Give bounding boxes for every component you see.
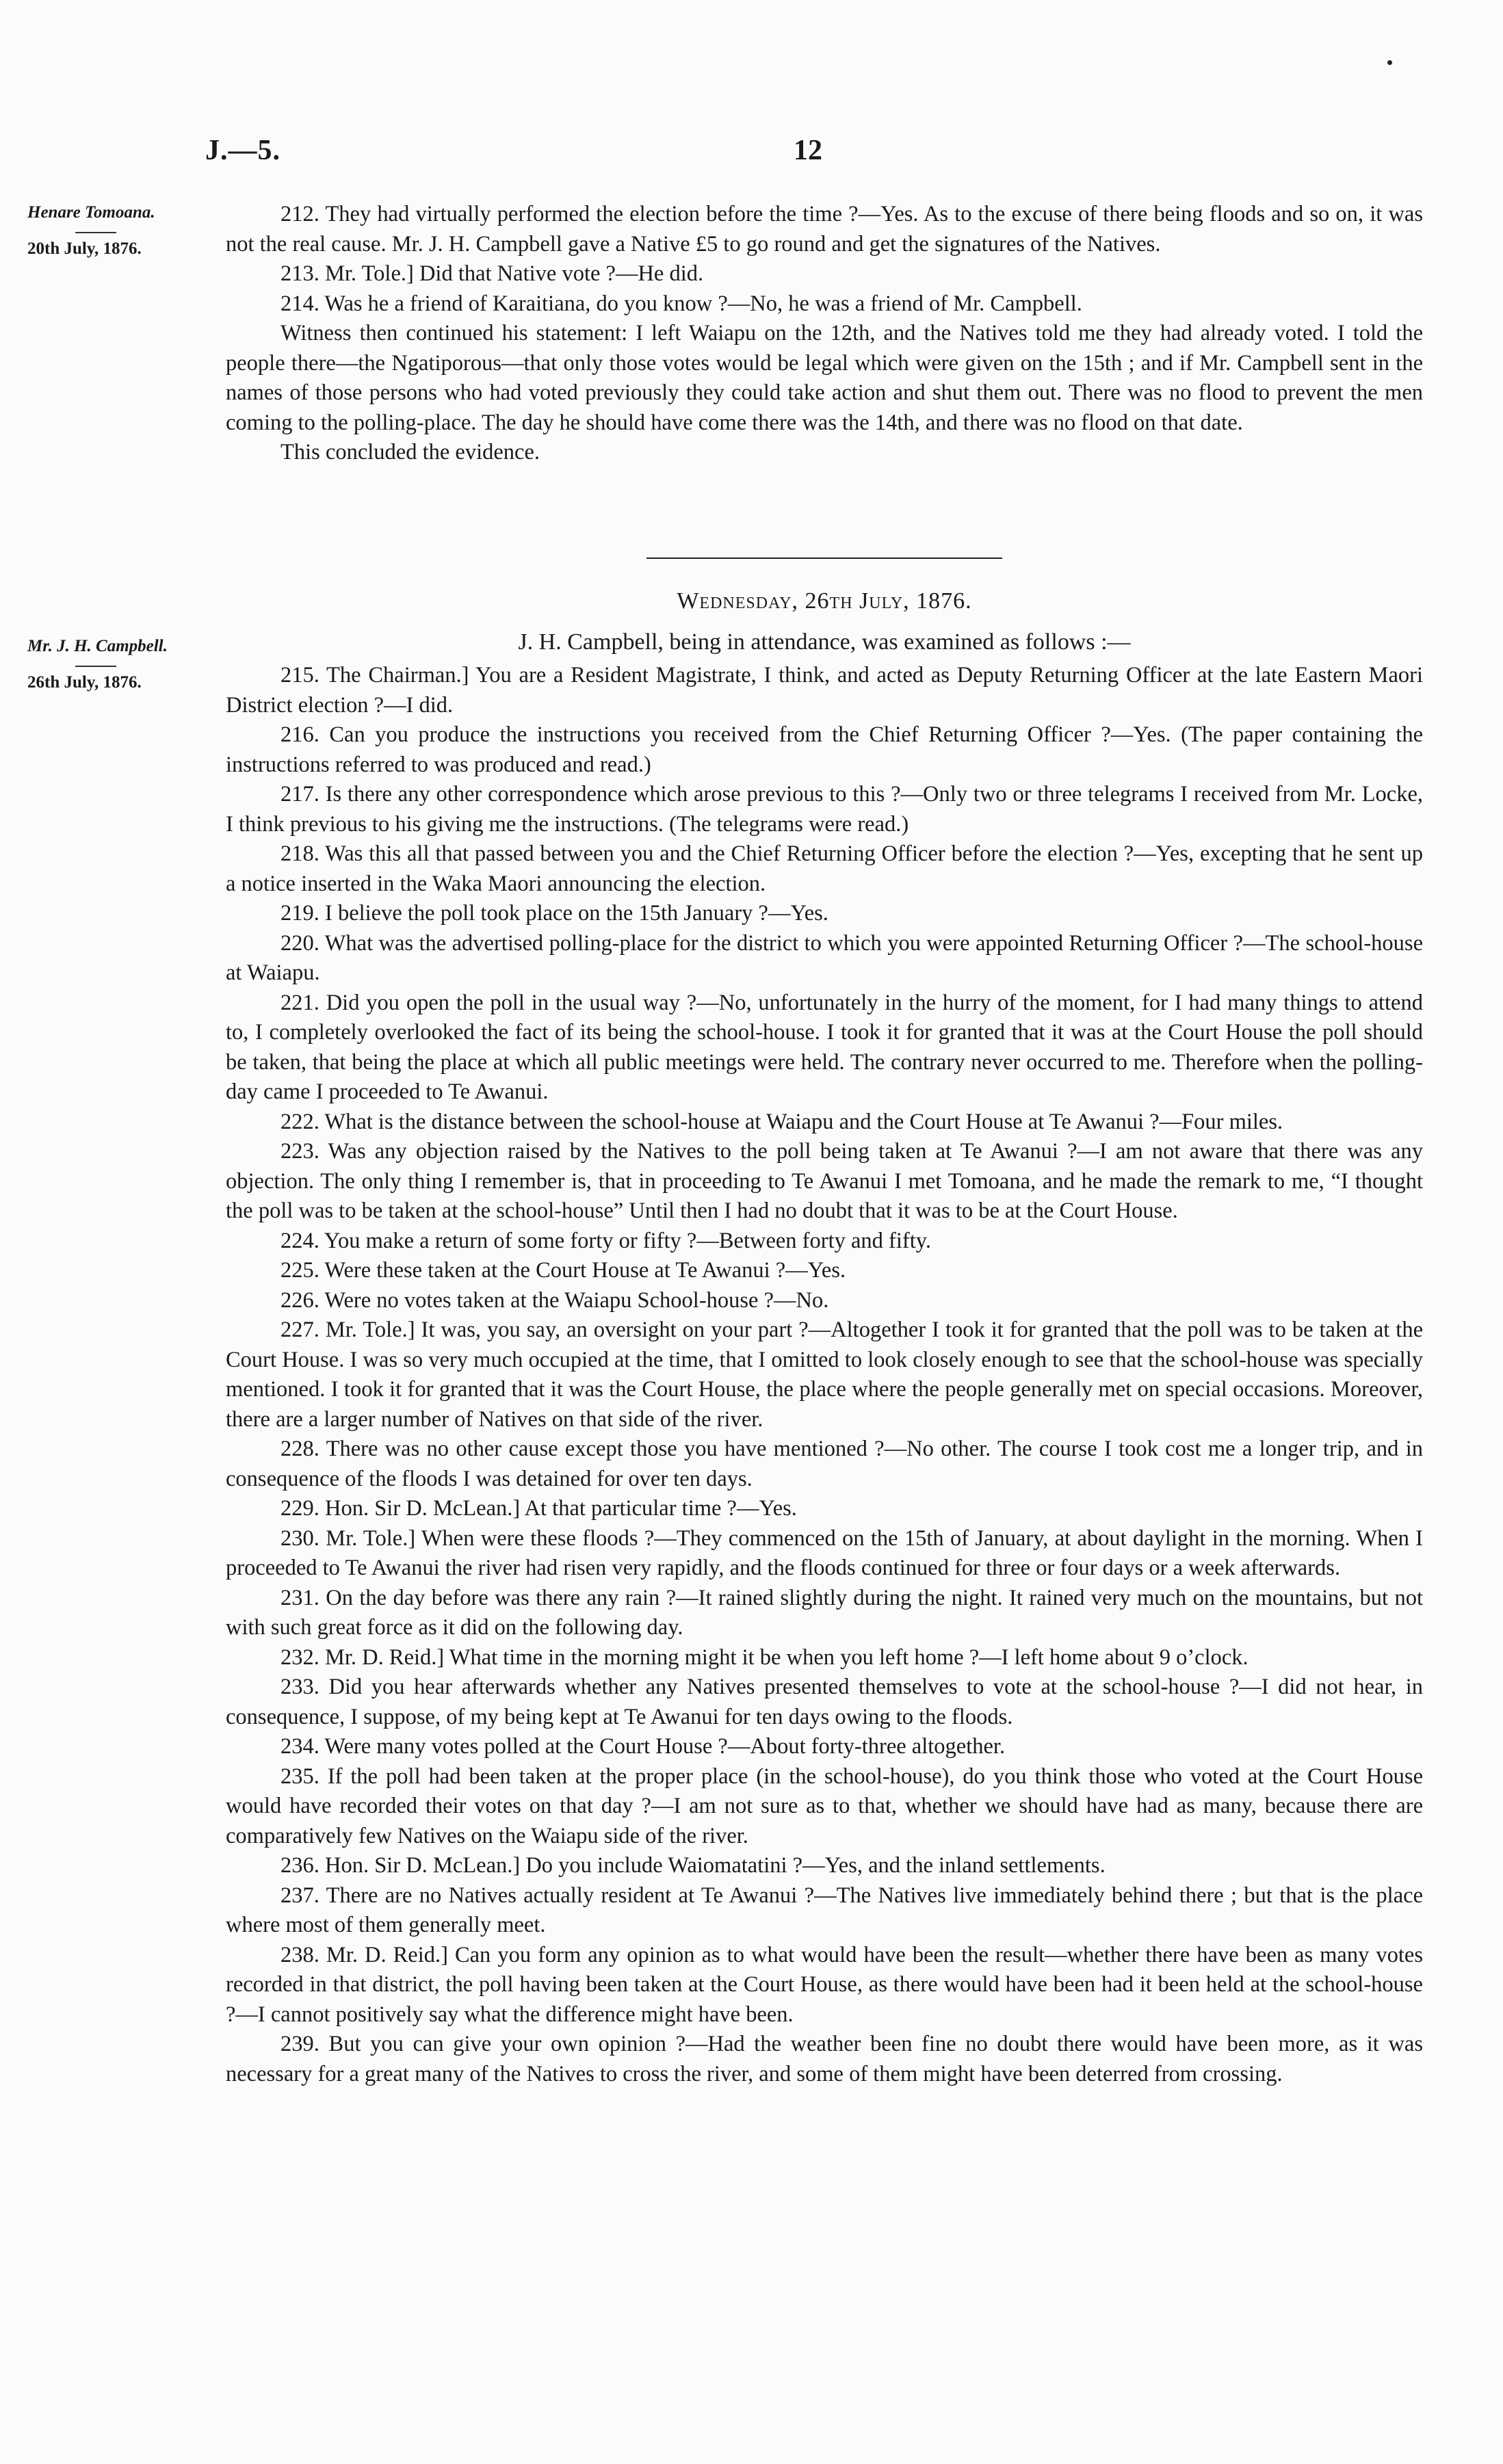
examination-intro (226, 629, 1423, 655)
paragraph: 236. Hon. Sir D. McLean.] Do you include Waiomatatini ?—Yes, and the inland settlements. (280, 1853, 1106, 1878)
paragraph: 218. Was this all that passed between you and the Chief Returning Officer before the election ?—Yes, excepting that he sent up a notice inserted in the Waka Maori announcing the election. (226, 841, 1423, 896)
paragraph: 232. Mr. D. Reid.] What time in the morning might it be when you left home ?—I left home about 9 o’clock. (280, 1644, 1249, 1670)
paragraph: 219. I believe the poll took place on the 15th January ?—Yes. (280, 901, 828, 926)
witness-date: 26th July, 1876. (27, 673, 142, 692)
paragraph: 212. They had virtually performed the election before the time ?—Yes. As to the excuse of there being floods and so on, it was not the real cause. Mr. J. H. Campbell gave a Native £5 to go round and get the signatures of the Natives. (226, 202, 1423, 257)
paragraph: 223. Was any objection raised by the Natives to the poll being taken at Te Awanui ?—I am not aware that there was any objection. The only thing I remember is, that in proceeding to Te Awanui I met Tomoana, and he made the remark to me, “I thought the poll was to be taken at the school-house” Until then I had no doubt that it was to be at the Court House. (226, 1139, 1423, 1223)
paragraph: 237. There are no Natives actually resident at Te Awanui ?—The Natives live immediately behind there ; but that is the place where most of them generally meet. (226, 1883, 1423, 1937)
paragraph: 221. Did you open the poll in the usual way ?—No, unfortunately in the hurry of the moment, for I had many things to attend to, I completely overlooked the fact of its being the school-house. I took it for granted that it was at the Court House the poll should be taken, that being the place at which all public meetings were held. The contrary never occurred to me. Therefore when the polling-day came I proceeded to Te Awanui. (226, 990, 1423, 1104)
stray-mark (1387, 60, 1392, 65)
paragraph: 238. Mr. D. Reid.] Can you form any opinion as to what would have been the result—whether there have been as many votes recorded in that district, the poll having been taken at the Court House, as there would have been had it been held at the school-house ?—I cannot positively say what the difference might have been. (226, 1942, 1423, 2027)
paragraph: 229. Hon. Sir D. McLean.] At that particular time ?—Yes. (280, 1496, 797, 1521)
paragraph: 239. But you can give your own opinion ?—Had the weather been fine no doubt there would have been more, as it was necessary for a great many of the Natives to cross the river, and some of them might have been deterred from crossing. (226, 2032, 1423, 2086)
paragraph: 222. What is the distance between the school-house at Waiapu and the Court House at Te Awanui ?—Four miles. (280, 1109, 1283, 1134)
margin-note-witness-1 (27, 201, 233, 260)
paragraph: 213. Mr. Tole.] Did that Native vote ?—He did. (280, 261, 704, 286)
page-number: 12 (794, 135, 822, 166)
margin-note-witness-2 (27, 635, 233, 694)
paragraph: 224. You make a return of some forty or fifty ?—Between forty and fifty. (280, 1228, 931, 1253)
paragraph: 234. Were many votes polled at the Court House ?—About forty-three altogether. (280, 1734, 1006, 1759)
paragraph: 225. Were these taken at the Court House at Te Awanui ?—Yes. (280, 1258, 846, 1283)
paragraph: 231. On the day before was there any rain ?—It rained slightly during the night. It rained very much on the mountains, but not with such great force as it did on the following day. (226, 1585, 1423, 1640)
paragraph: 214. Was he a friend of Karaitiana, do you know ?—No, he was a friend of Mr. Campbell. (280, 291, 1082, 316)
paragraph: 227. Mr. Tole.] It was, you say, an oversight on your part ?—Altogether I took it for granted that the poll was to be taken at the Court House. I was so very much occupied at the time, that I omitted to look closely enough to see that the school-house was specially mentioned. I took it for granted that it was the Court House, the place where the people generally met on special occasions. Moreover, there are a larger number of Natives on that side of the river. (226, 1318, 1423, 1432)
witness-name: Henare Tomoana. (27, 203, 155, 222)
testimony-section-1 (226, 200, 1423, 468)
section-divider (646, 558, 1002, 559)
intro-text: J. H. Campbell, being in attendance, was examined as follows :— (518, 629, 1131, 655)
paragraph: Witness then continued his statement: I left Waiapu on the 12th, and the Natives told me they had already voted. I told the people there—the Ngatiporous—that only those votes would be legal which were given on the 15th ; and if Mr. Campbell sent in the names of those persons who had voted previously they could take action and shut them out. There was no flood to prevent the men coming to the polling-place. The day he should have come there was the 14th, and there was no flood on that date. (226, 321, 1423, 435)
session-heading (226, 588, 1423, 614)
paragraph: 215. The Chairman.] You are a Resident Magistrate, I think, and acted as Deputy Returning Officer at the late Eastern Maori District election ?—I did. (226, 663, 1423, 718)
divider (75, 666, 116, 667)
document-reference: J.—5. (205, 135, 280, 166)
witness-name: Mr. J. H. Campbell. (27, 637, 168, 655)
paragraph: 220. What was the advertised polling-place for the district to which you were appointed Returning Officer ?—The school-house at Waiapu. (226, 930, 1423, 985)
paragraph: 233. Did you hear afterwards whether any Natives presented themselves to vote at the school-house ?—I did not hear, in consequence, I suppose, of my being kept at Te Awanui for ten days owing to the floods. (226, 1675, 1423, 1729)
testimony-section-2 (226, 661, 1423, 2089)
divider (75, 232, 116, 233)
witness-date: 20th July, 1876. (27, 239, 142, 258)
paragraph: 226. Were no votes taken at the Waiapu School-house ?—No. (280, 1287, 829, 1313)
paragraph: 216. Can you produce the instructions you received from the Chief Returning Officer ?—Yes. (The paper containing the instructions referred to was produced and read.) (226, 722, 1423, 777)
paragraph: 217. Is there any other correspondence which arose previous to this ?—Only two or three telegrams I received from Mr. Locke, I think previous to his giving me the instructions. (The telegrams were read.) (226, 782, 1423, 837)
paragraph: 230. Mr. Tole.] When were these floods ?—They commenced on the 15th of January, at about daylight in the morning. When I proceeded to Te Awanui the river had risen very rapidly, and the floods continued for three or four days or a week afterwards. (226, 1525, 1423, 1580)
page-header (205, 134, 1437, 175)
paragraph: This concluded the evidence. (280, 440, 540, 464)
session-date: Wednesday, 26th July, 1876. (677, 588, 972, 614)
paragraph: 235. If the poll had been taken at the proper place (in the school-house), do you think those who voted at the Court House would have recorded their votes on that day ?—I am not sure as to that, whether we should have had as many, because there are comparatively few Natives on the Waiapu side of the river. (226, 1764, 1423, 1848)
paragraph: 228. There was no other cause except those you have mentioned ?—No other. The course I took cost me a longer trip, and in consequence of the floods I was detained for over ten days. (226, 1437, 1423, 1491)
